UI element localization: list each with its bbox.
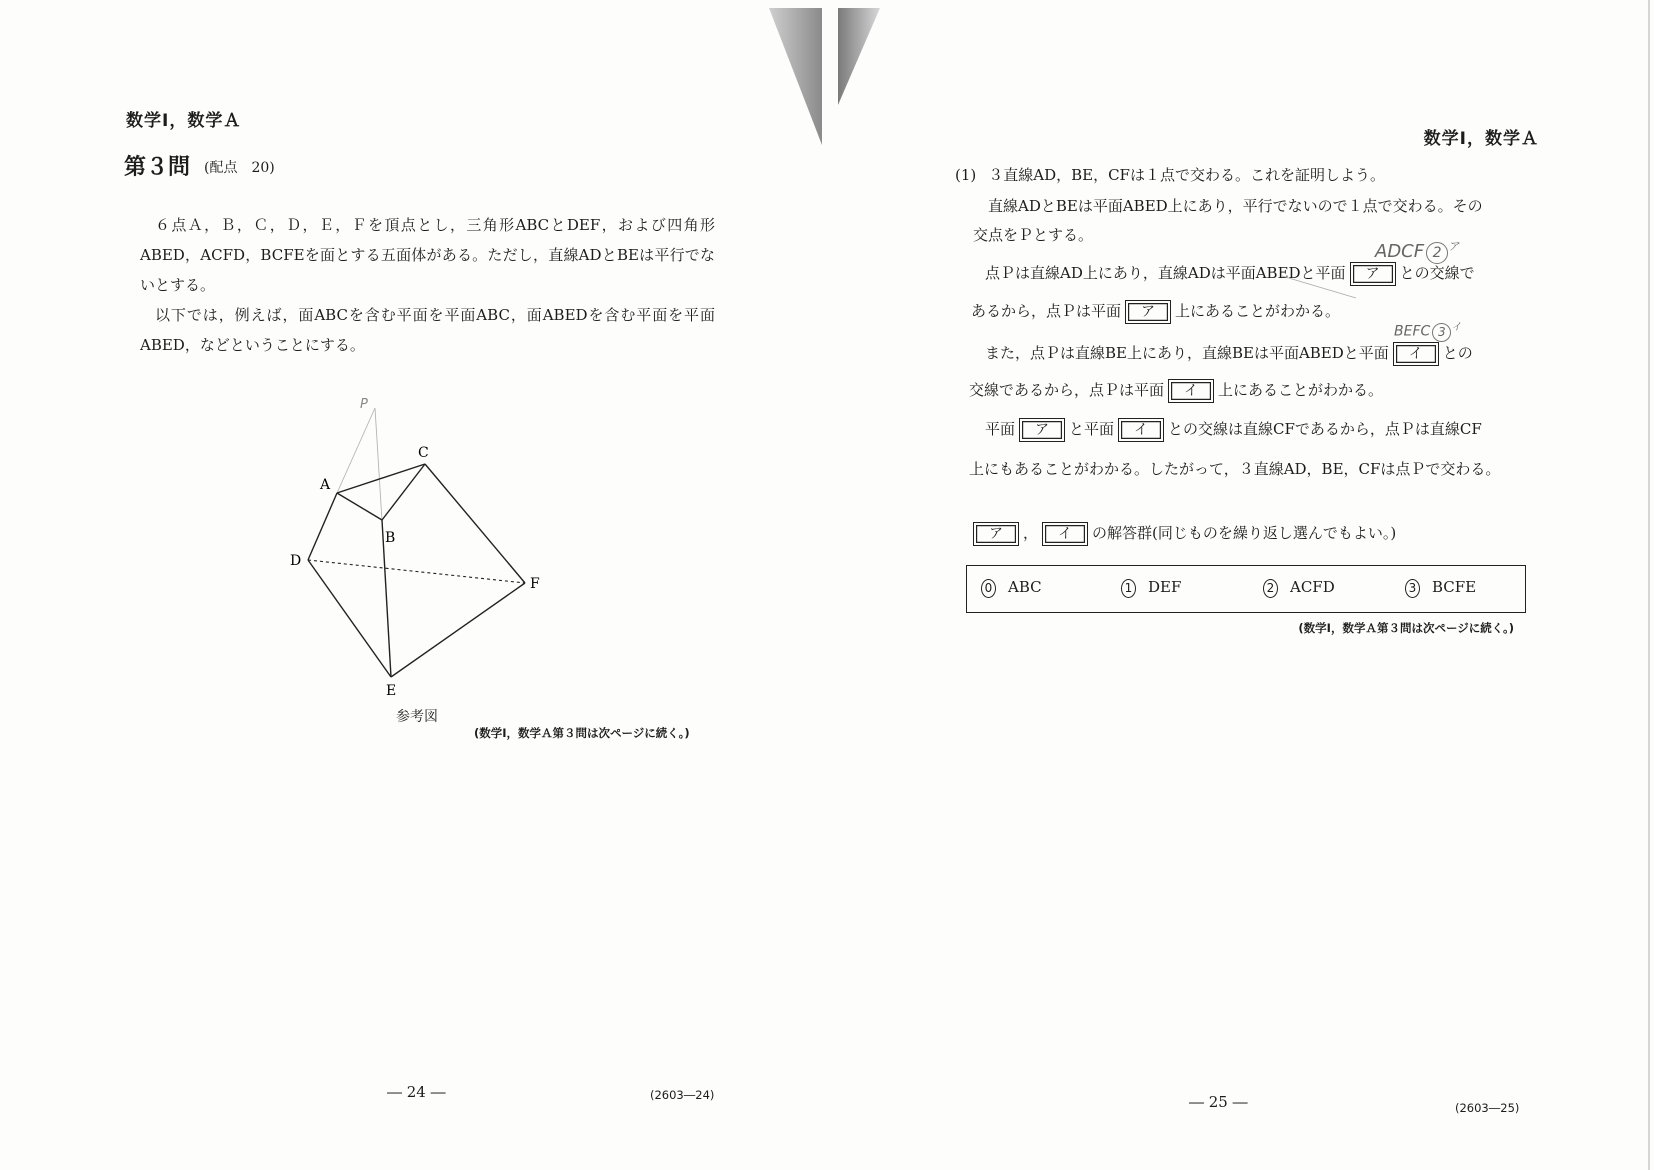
choice-2[interactable] (1263, 578, 1335, 598)
problem-points: (配点 20) (204, 160, 275, 176)
choice-label-3: BCFE (1432, 578, 1477, 596)
question-line-7 (969, 379, 1383, 403)
continue-note-right: (数学Ⅰ，数学Ａ第３問は次ページに続く。) (1298, 621, 1514, 635)
subject-header: 数学Ⅰ，数学Ａ (126, 111, 242, 131)
question-text-1: ３直線AD，BE，CFは１点で交わる。これを証明しよう。 (988, 166, 1385, 184)
handwritten-circle-3: 3 (1432, 323, 1451, 342)
answer-box-a[interactable]: ア (1019, 418, 1065, 442)
notation-statement: 以下では，例えば，面ABCを含む平面を平面ABC，面ABEDを含む平面を平面ABED，などということにする。 (140, 306, 715, 354)
scan-edge (1648, 0, 1650, 1170)
handwritten-note-1-text: ADCF (1375, 241, 1425, 262)
line8-text-a: 平面 (985, 420, 1016, 438)
line8-text-b: と平面 (1069, 420, 1115, 438)
page-code: (2603―24) (650, 1088, 715, 1102)
handwritten-stroke (1280, 272, 1360, 302)
choice-label-0: ABC (1008, 578, 1042, 596)
choice-0[interactable] (981, 578, 1042, 598)
choice-number-3: 3 (1405, 579, 1420, 598)
question-line-6 (985, 342, 1473, 366)
vertex-label-c: C (418, 445, 429, 461)
vertex-label-e: E (386, 683, 397, 699)
answer-box-a[interactable]: ア (973, 522, 1019, 546)
question-number: (1) (955, 166, 977, 184)
answer-choices-box (966, 565, 1526, 613)
choice-number-2: 2 (1263, 579, 1278, 598)
choice-number-0: 0 (981, 579, 996, 598)
figure-caption: 参考図 (396, 709, 438, 725)
handwritten-note-2 (1394, 318, 1461, 342)
handwritten-note-1-sup: ア (1448, 240, 1460, 253)
choices-separator: ， (1023, 524, 1039, 542)
handwritten-note-1 (1375, 238, 1459, 264)
line4-text-b: との交線で (1399, 264, 1475, 282)
question-line-2: 直線ADとBEは平面ABED上にあり，平行でないので１点で交わる。その (988, 197, 1483, 215)
choices-heading (969, 522, 1396, 546)
page-number: ― 24 ― (387, 1083, 446, 1101)
answer-box-i[interactable]: イ (1168, 379, 1214, 403)
choice-1[interactable] (1121, 578, 1181, 598)
continue-note: (数学Ⅰ，数学Ａ第３問は次ページに続く。) (474, 726, 690, 740)
answer-box-a[interactable]: ア (1125, 300, 1171, 324)
pentahedron-figure (280, 390, 570, 700)
line4-text-a: 点Ｐは直線AD上にあり，直線ADは平面ABEDと平面 (985, 264, 1346, 282)
answer-box-a[interactable]: ア (1350, 262, 1396, 286)
handwritten-note-2-sup: イ (1451, 322, 1462, 333)
choices-intro-text: の解答群(同じものを繰り返し選んでもよい。) (1092, 524, 1397, 542)
answer-box-i[interactable]: イ (1118, 418, 1164, 442)
vertex-label-b: B (385, 530, 396, 546)
subject-header-right: 数学Ⅰ，数学Ａ (1423, 129, 1539, 149)
choice-3[interactable] (1405, 578, 1476, 598)
question-line-4 (985, 262, 1475, 286)
problem-statement: ６点Ａ，Ｂ，Ｃ，Ｄ，Ｅ，Ｆを頂点とし，三角形ABCとDEF，および四角形ABED，ACFD，BCFEを面とする五面体がある。ただし，直線ADとBEは平行でないとする。 (140, 216, 715, 294)
answer-box-i[interactable]: イ (1393, 342, 1439, 366)
answer-box-i[interactable]: イ (1042, 522, 1088, 546)
line7-text-a: 交線であるから，点Ｐは平面 (969, 381, 1165, 399)
question-line-5 (971, 300, 1340, 324)
page-number-right: ― 25 ― (1189, 1093, 1248, 1111)
question-line-1 (955, 164, 1385, 185)
problem-title: 第３問 (124, 155, 191, 180)
handwritten-circle-2: 2 (1426, 242, 1448, 264)
line7-text-b: 上にあることがわかる。 (1218, 381, 1384, 399)
vertex-label-d: D (290, 553, 302, 569)
handwritten-p: P (360, 397, 368, 412)
page-code-right: (2603―25) (1455, 1101, 1520, 1115)
choice-number-1: 1 (1121, 579, 1136, 598)
line8-text-c: との交線は直線CFであるから，点Ｐは直線CF (1168, 420, 1482, 438)
question-line-8 (985, 418, 1482, 442)
vertex-label-f: F (530, 576, 540, 592)
vertex-label-a: A (320, 477, 331, 493)
choice-label-2: ACFD (1290, 578, 1335, 596)
question-line-3: 交点をＰとする。 (973, 226, 1094, 244)
handwritten-note-2-text: BEFC (1394, 323, 1431, 340)
line6-text-b: との (1442, 344, 1473, 362)
line5-text-b: 上にあることがわかる。 (1175, 302, 1341, 320)
line6-text-a: また，点Ｐは直線BE上にあり，直線BEは平面ABEDと平面 (985, 344, 1389, 362)
line5-text-a: あるから，点Ｐは平面 (971, 302, 1122, 320)
choice-label-1: DEF (1148, 578, 1182, 596)
question-line-9: 上にもあることがわかる。したがって，３直線AD，BE，CFは点Ｐで交わる。 (969, 460, 1501, 478)
